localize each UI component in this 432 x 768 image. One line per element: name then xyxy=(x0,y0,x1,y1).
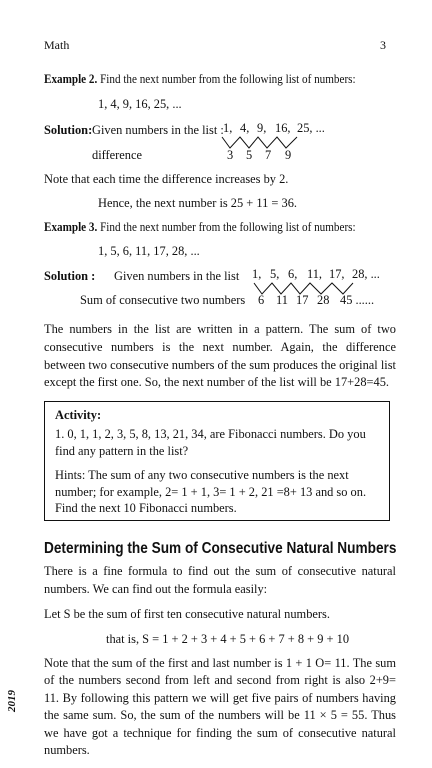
example2-sequence: 1, 4, 9, 16, 25, ... xyxy=(98,97,182,111)
ex2-given-2: 4, xyxy=(240,121,250,135)
ex2-diff-3: 7 xyxy=(265,148,272,162)
example3-given-text: Given numbers in the list xyxy=(114,269,240,283)
section-let-s: Let S be the sum of first ten consecutive natural numbers. xyxy=(44,607,330,621)
ex2-given-3: 9, xyxy=(257,121,267,135)
activity-title: Activity: xyxy=(55,408,102,422)
section-note: Note that the sum of the first and last number is 1 + 1 O= 11. The sum of the numbers second from left and second from right is also 2+9= 11. By following this pattern we will get five pairs of numbers having the same sum. So, the sum of the numbers will be 11 × 5 = 55. Thus we have got a technique for finding the sum of consecutive natural numbers. xyxy=(44,656,396,758)
example2-given-text: Given numbers in the list : xyxy=(92,123,224,137)
difference-arrows xyxy=(220,136,330,150)
example2-label: Example 2. xyxy=(44,72,98,86)
example3-sequence: 1, 5, 6, 11, 17, 28, ... xyxy=(98,244,200,258)
example3-solution-label: Solution : xyxy=(44,269,96,283)
example3-sum-label: Sum of consecutive two numbers xyxy=(80,293,246,307)
activity-box xyxy=(44,401,390,521)
example2-hence: Hence, the next number is 25 + 11 = 36. xyxy=(98,196,297,210)
ex2-diff-1: 3 xyxy=(227,148,234,162)
ex2-given-5: 25, ... xyxy=(297,121,325,135)
header-subject: Math xyxy=(44,38,70,52)
activity-hints: Hints: The sum of any two consecutive numbers is the next number; for example, 2= 1 + 1, 3= 1 + 2, 21 =8+ 13 and so on. Find the next 10 Fibonacci numbers. xyxy=(55,468,367,515)
section-heading: Determining the Sum of Consecutive Natural Numbers xyxy=(44,540,397,557)
footer-year: 2019 xyxy=(6,690,18,712)
example2-note: Note that each time the difference increases by 2. xyxy=(44,172,289,186)
example2-difference-label: difference xyxy=(92,148,142,162)
example3-prompt-line xyxy=(44,220,390,235)
ex3-given-4: 11, xyxy=(307,267,323,281)
ex3-sum-2: 11 xyxy=(276,293,288,307)
ex3-given-3: 6, xyxy=(288,267,298,281)
ex3-sum-1: 6 xyxy=(258,293,265,307)
ex2-diff-2: 5 xyxy=(246,148,253,162)
ex2-given-1: 1, xyxy=(223,121,233,135)
example2-prompt: Find the next number from the following list of numbers: xyxy=(100,72,356,86)
activity-text1: 1. 0, 1, 1, 2, 3, 5, 8, 13, 21, 34, are Fibonacci numbers. Do you find any pattern in the list? xyxy=(55,427,366,458)
ex3-sum-4: 28 xyxy=(317,293,330,307)
example2-prompt-line xyxy=(44,72,390,87)
ex3-sum-5: 45 ...... xyxy=(340,293,375,307)
ex2-given-4: 16, xyxy=(275,121,291,135)
page-number: 3 xyxy=(380,38,386,52)
ex3-given-5: 17, xyxy=(329,267,345,281)
ex3-sum-3: 17 xyxy=(296,293,309,307)
section-formula: that is, S = 1 + 2 + 3 + 4 + 5 + 6 + 7 + 8 + 9 + 10 xyxy=(106,632,350,646)
example3-label: Example 3. xyxy=(44,220,98,234)
example2-solution-label: Solution: xyxy=(44,123,93,137)
ex3-given-2: 5, xyxy=(270,267,280,281)
section-intro: There is a fine formula to find out the sum of consecutive natural numbers. We can find out the formula easily: xyxy=(44,564,396,596)
ex3-given-6: 28, ... xyxy=(352,267,380,281)
ex3-given-1: 1, xyxy=(252,267,262,281)
example3-prompt: Find the next number from the following list of numbers: xyxy=(100,220,356,234)
ex2-diff-4: 9 xyxy=(285,148,292,162)
example3-explanation: The numbers in the list are written in a pattern. The sum of two consecutive numbers is the next number. Again, the difference between two consecutive numbers of the sum produces the original list except the first one. So, the next number of the list will be 17+28=45. xyxy=(44,322,396,390)
